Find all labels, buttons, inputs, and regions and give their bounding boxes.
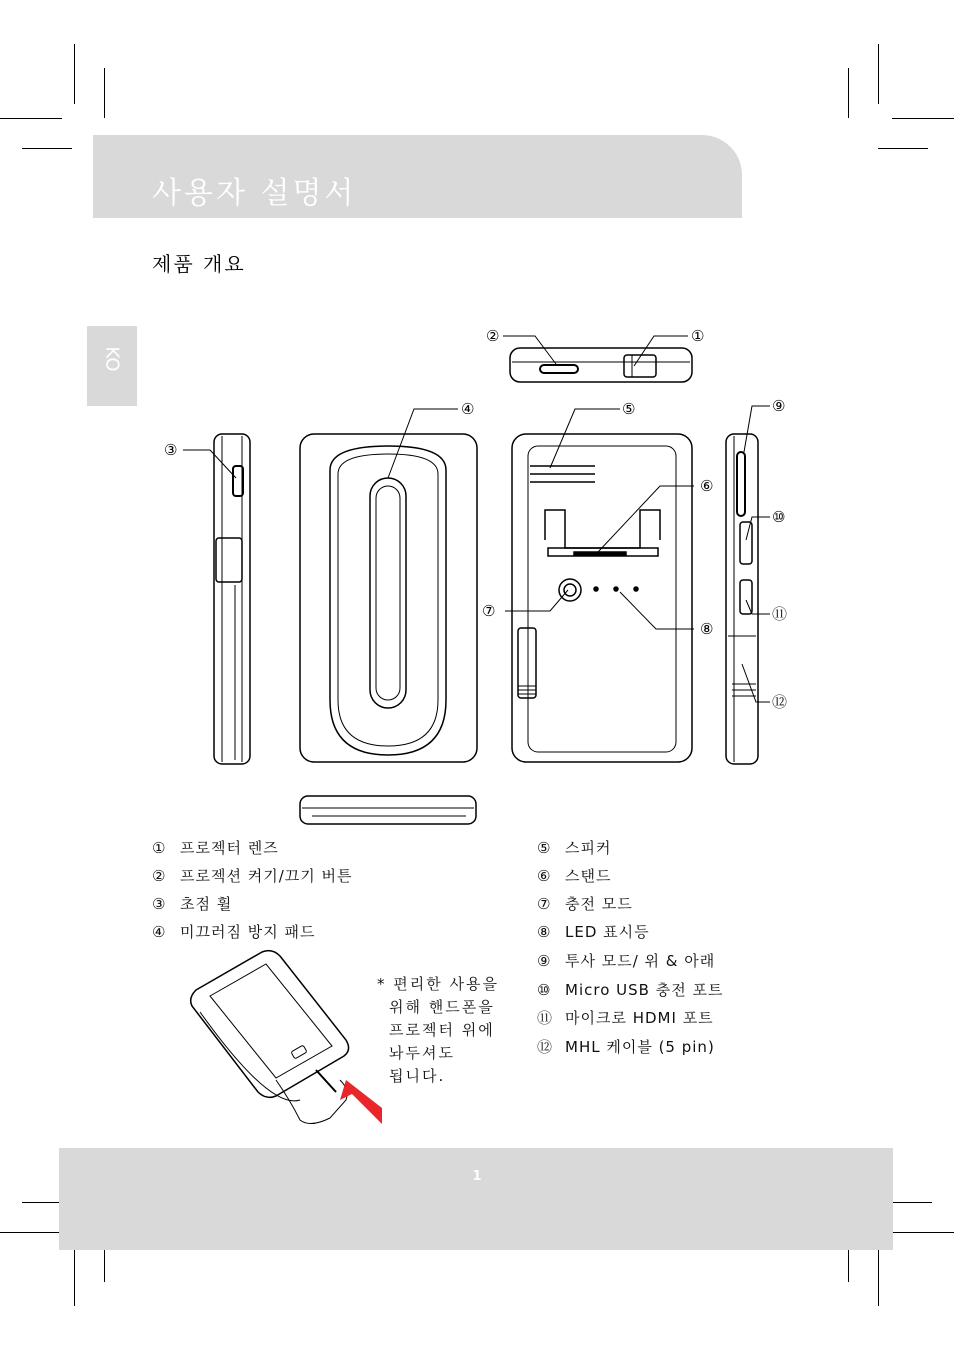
callout-number: ⑨ — [772, 397, 786, 415]
phone-illustration — [191, 951, 382, 1124]
callout-number: ⑤ — [622, 400, 636, 418]
legend-item: ⑧ LED 표시등 — [537, 923, 650, 941]
page-title: 사용자 설명서 — [152, 176, 357, 211]
usage-note: * 편리한 사용을 위해 핸드폰을 프로젝터 위에 놔두셔도 됩니다. — [377, 975, 499, 1085]
callout-number: ⑫ — [772, 693, 788, 711]
footer-bar — [59, 1148, 893, 1250]
section-title: 제품 개요 — [152, 252, 246, 276]
top-view-illustration — [510, 348, 692, 382]
legend-item: ④ 미끄러짐 방지 패드 — [152, 923, 316, 941]
callout-number: ⑥ — [700, 477, 714, 495]
callout-number: ② — [486, 327, 500, 345]
left-side-view-illustration — [214, 434, 250, 764]
bottom-view-illustration — [300, 796, 476, 824]
page-number: 1 — [472, 1169, 482, 1184]
legend-item: ⑩ Micro USB 충전 포트 — [537, 981, 724, 999]
legend-item: ⑪ 마이크로 HDMI 포트 — [537, 1009, 714, 1027]
legend-item: ③ 초점 휠 — [152, 895, 233, 913]
callout-number: ① — [691, 327, 705, 345]
legend-item: ⑤ 스피커 — [537, 839, 612, 857]
legend-item: ⑦ 충전 모드 — [537, 895, 633, 913]
legend-item: ② 프로젝션 켜기/끄기 버튼 — [152, 867, 353, 885]
callout-number: ⑦ — [482, 602, 496, 620]
callout-number: ④ — [461, 400, 475, 418]
legend-item: ⑫ MHL 케이블 (5 pin) — [537, 1038, 715, 1056]
back-view-illustration — [300, 434, 477, 762]
callout-number: ⑧ — [700, 620, 714, 638]
front-view-illustration — [512, 434, 692, 762]
callout-number: ⑪ — [772, 605, 788, 623]
language-code: KO — [101, 346, 123, 372]
legend-item: ① 프로젝터 렌즈 — [152, 839, 279, 857]
callout-number: ⑩ — [772, 508, 786, 526]
right-side-view-illustration — [726, 434, 758, 764]
legend-item: ⑥ 스탠드 — [537, 867, 612, 885]
callout-number: ③ — [164, 441, 178, 459]
legend-item: ⑨ 투사 모드/ 위 & 아래 — [537, 952, 716, 970]
